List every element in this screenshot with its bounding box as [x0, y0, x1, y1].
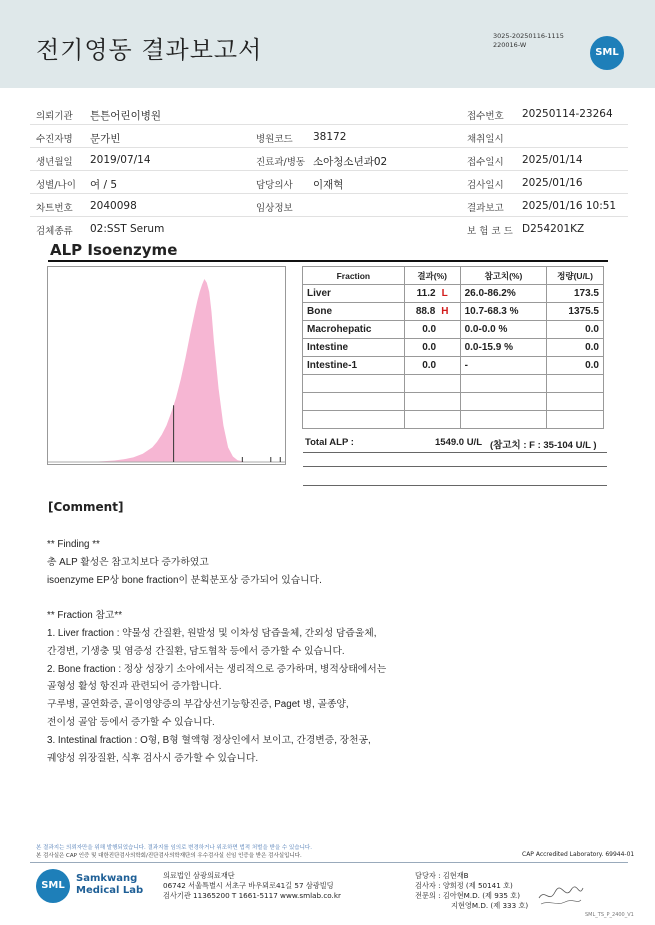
sex-age-value: 여 / 5 [90, 179, 118, 191]
fraction-quantity-text: 1375.5 [568, 306, 599, 317]
section-title: ALP Isoenzyme [50, 241, 178, 259]
total-alp-reference: (참고치 : F : 35-104 U/L ) [490, 440, 597, 451]
sml-logo: SML [590, 36, 624, 70]
fraction-reference [460, 393, 547, 411]
document-number-line-2: 220016-W [493, 41, 527, 49]
fraction-result-text: 0.0 [422, 342, 437, 353]
hospital-code-label: 병원코드 [256, 134, 293, 145]
fraction-reference [460, 357, 547, 375]
doctor-value: 이재혁 [313, 179, 344, 191]
table-row [303, 303, 604, 321]
fraction-name [303, 393, 405, 411]
comment-line: ** Finding ** [47, 539, 100, 550]
fraction-result-text: 88.8 [415, 306, 436, 317]
fraction-result-text: 11.2 [416, 288, 436, 299]
electrophoresis-curve [48, 279, 285, 462]
fraction-result [404, 339, 460, 357]
signature-scribble [535, 880, 585, 910]
table-header-row [303, 267, 604, 285]
comment-line: isoenzyme EP상 bone fraction이 분획분포상 증가되어 있습니다. [47, 574, 322, 586]
fraction-quantity [547, 285, 604, 303]
fraction-quantity [547, 339, 604, 357]
fraction-result [404, 411, 460, 429]
lab-name-line-1: Samkwang [76, 873, 138, 884]
lab-name-line-2: Medical Lab [76, 885, 144, 896]
total-alp-value: 1549.0 U/L [435, 437, 482, 448]
samkwang-logo: SML [36, 869, 70, 903]
fraction-quantity-text: 0.0 [585, 342, 599, 353]
fraction-name-text: Intestine-1 [307, 360, 358, 371]
lab-name [76, 873, 143, 897]
chart-no-label: 차트번호 [36, 203, 73, 214]
table-row [303, 375, 604, 393]
footer-accreditation: 본 검사실은 CAP 인증 및 대한진단검사의학회/진단검사의학재단의 우수검사실 신임 인증을 받은 검사실입니다. [36, 853, 302, 859]
fraction-result-text: 0.0 [422, 324, 437, 335]
fraction-result [404, 321, 460, 339]
comment-line: 전이성 골암 등에서 증가할 수 있습니다. [47, 716, 215, 728]
comment-title: [Comment] [48, 500, 124, 514]
info-row-3 [30, 148, 628, 171]
comment-line: 2. Bone fraction : 정상 성장기 소아에서는 생리적으로 증가하며, 병적상태에서는 [47, 663, 387, 675]
lab-address-line-3: 검사기관 11365200 T 1661-5117 www.smlab.co.kr [163, 891, 341, 900]
section-divider [48, 260, 608, 262]
fraction-name-text: Liver [307, 288, 331, 299]
report-label: 결과보고 [467, 203, 504, 214]
table-row [303, 357, 604, 375]
info-row-4 [30, 171, 628, 194]
institution-label: 의뢰기관 [36, 111, 73, 122]
dept-value: 소아청소년과02 [313, 156, 388, 168]
fraction-flag: L [441, 288, 448, 299]
comment-line: 골형성 활성 항진과 관련되어 증가합니다. [47, 681, 222, 693]
fraction-result [404, 393, 460, 411]
info-row-5 [30, 194, 628, 217]
received-label: 접수일시 [467, 157, 504, 168]
table-row [303, 285, 604, 303]
table-row [303, 411, 604, 429]
fraction-name-text: Macrohepatic [307, 324, 372, 335]
fraction-result [404, 357, 460, 375]
header-result: 결과(%) [404, 267, 460, 285]
total-underline-2 [303, 466, 607, 467]
table-row [303, 321, 604, 339]
fraction-quantity [547, 357, 604, 375]
fraction-quantity [547, 321, 604, 339]
receipt-no-label: 접수번호 [467, 111, 504, 122]
fraction-quantity [547, 411, 604, 429]
fraction-result-text: 0.0 [422, 360, 437, 371]
doctor-label: 담당의사 [256, 180, 293, 191]
insurance-label: 보 험 코 드 [467, 226, 513, 237]
table-row [303, 339, 604, 357]
fraction-name [303, 321, 405, 339]
fraction-reference-text: - [464, 360, 468, 371]
footer-notice: 본 결과지는 의뢰자만을 위해 발행되었습니다. 결과지를 임의로 변경하거나 위조하면 법적 처벌을 받을 수 있습니다. [36, 845, 312, 851]
total-alp-label: Total ALP : [305, 437, 354, 448]
comment-line: ** Fraction 참고** [47, 610, 123, 622]
fraction-reference [460, 285, 547, 303]
staff-line-3: 전문의 : 김아현M.D. (제 935 호) [415, 891, 521, 900]
header-reference: 참고치(%) [460, 267, 547, 285]
fraction-quantity [547, 393, 604, 411]
header-quantity: 정량(U/L) [547, 267, 604, 285]
fraction-name [303, 339, 405, 357]
fraction-flag: H [441, 306, 449, 317]
form-code: SML_TS_P_2400_V1 [585, 912, 634, 918]
fraction-reference [460, 321, 547, 339]
test-date-label: 검사일시 [467, 180, 504, 191]
birth-label: 생년월일 [36, 157, 73, 168]
info-row-6 [30, 217, 628, 240]
fraction-reference [460, 375, 547, 393]
chart-svg [48, 267, 285, 464]
fraction-reference-text: 0.0-0.0 % [464, 324, 508, 335]
lab-address-line-2: 06742 서울특별시 서초구 바우뫼로41길 57 삼광빌딩 [163, 881, 334, 890]
staff-line-1: 담당자 : 김현재B [415, 871, 469, 880]
lab-address [163, 871, 341, 901]
total-underline-3 [303, 485, 607, 486]
fraction-name [303, 375, 405, 393]
fraction-quantity-text: 0.0 [585, 324, 599, 335]
chart-no-value: 2040098 [90, 200, 137, 212]
patient-value: 문가빈 [90, 133, 121, 145]
dept-label: 진료과/병동 [256, 157, 306, 168]
clinical-label: 임상정보 [256, 203, 293, 214]
comment-body [47, 536, 607, 767]
test-date-value: 2025/01/16 [522, 177, 583, 189]
fraction-name [303, 357, 405, 375]
header-fraction: Fraction [303, 267, 405, 285]
total-underline-1 [303, 452, 607, 453]
comment-line: 간경변, 기생충 및 염증성 간질환, 담도협착 등에서 증가할 수 있습니다. [47, 645, 345, 657]
fraction-reference-text: 26.0-86.2% [464, 288, 516, 299]
comment-line: 1. Liver fraction : 약물성 간질환, 원발성 및 이차성 담즙울체, 간외성 담즙울체, [47, 627, 377, 639]
info-row-1 [30, 102, 628, 125]
fraction-result [404, 303, 460, 321]
total-alp [305, 437, 605, 451]
received-value: 2025/01/14 [522, 154, 583, 166]
comment-line: 총 ALP 활성은 참고치보다 증가하였고 [47, 556, 209, 568]
fraction-quantity [547, 303, 604, 321]
sex-age-label: 성별/나이 [36, 180, 76, 191]
comment-line: 궤양성 위장질환, 식후 검사시 증가할 수 있습니다. [47, 752, 259, 764]
specimen-label: 검체종류 [36, 226, 73, 237]
fraction-quantity [547, 375, 604, 393]
fraction-name [303, 303, 405, 321]
fraction-quantity-text: 173.5 [573, 288, 599, 299]
fraction-reference [460, 411, 547, 429]
hospital-code-value: 38172 [313, 131, 347, 143]
receipt-no-value: 20250114-23264 [522, 108, 613, 120]
institution-value: 튼튼어린이병원 [90, 110, 162, 122]
fraction-quantity-text: 0.0 [585, 360, 599, 371]
fraction-result [404, 375, 460, 393]
staff-list [415, 871, 528, 911]
fraction-reference-text: 10.7-68.3 % [464, 306, 519, 317]
fraction-table [302, 266, 604, 429]
comment-line: 구루병, 골연화증, 골이영양증의 부갑상선기능항진증, Paget 병, 골종양, [47, 699, 349, 711]
page-title: 전기영동 결과보고서 [36, 36, 263, 64]
fraction-name [303, 285, 405, 303]
specimen-value: 02:SST Serum [90, 223, 165, 235]
fraction-table-body [303, 285, 604, 429]
document-number-line-1: 3025-20250116-1115 [493, 32, 564, 40]
report-value: 2025/01/16 10:51 [522, 200, 617, 212]
cap-accreditation: CAP Accredited Laboratory. 69944-01 [522, 851, 635, 858]
fraction-reference [460, 303, 547, 321]
staff-line-4: 지현영M.D. (제 333 호) [451, 901, 529, 910]
insurance-value: D254201KZ [522, 223, 585, 235]
fraction-name-text: Intestine [307, 342, 349, 353]
footer-divider [30, 862, 628, 863]
fraction-reference [460, 339, 547, 357]
electrophoresis-chart [47, 266, 286, 465]
collection-date-label: 채취일시 [467, 134, 504, 145]
patient-label: 수진자명 [36, 134, 73, 145]
fraction-result [404, 285, 460, 303]
lab-address-line-1: 의료법인 삼광의료재단 [163, 871, 235, 880]
comment-line [47, 589, 607, 607]
fraction-name-text: Bone [307, 306, 332, 317]
info-row-2 [30, 125, 628, 148]
fraction-name [303, 411, 405, 429]
fraction-reference-text: 0.0-15.9 % [464, 342, 513, 353]
document-number [493, 32, 564, 50]
comment-line: 3. Intestinal fraction : O형, B형 혈액형 정상인에서 보이고, 간경변증, 장천공, [47, 734, 371, 746]
table-row [303, 393, 604, 411]
birth-value: 2019/07/14 [90, 154, 151, 166]
staff-line-2: 검사자 : 양희정 (제 50141 호) [415, 881, 513, 890]
